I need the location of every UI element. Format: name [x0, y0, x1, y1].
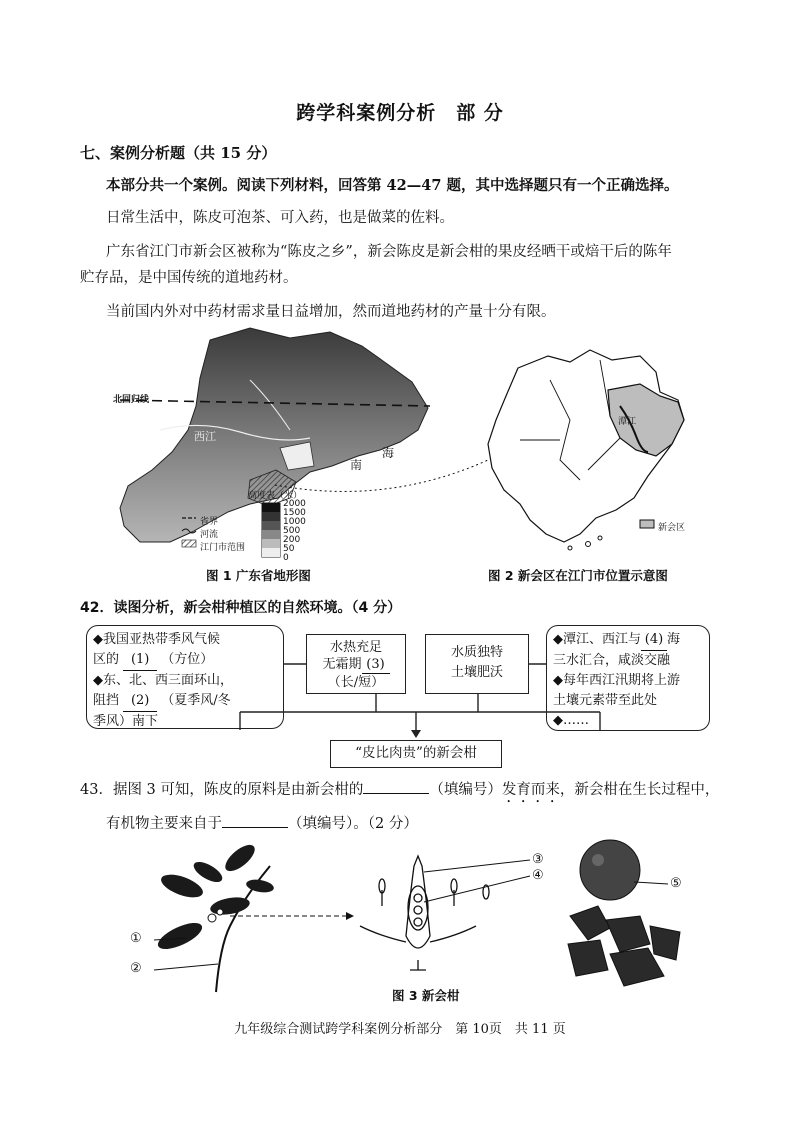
page-title: 跨学科案例分析 部 分	[296, 102, 504, 124]
q43-blank-2[interactable]	[222, 813, 288, 828]
dried-peels	[568, 906, 680, 986]
marker-2: ②	[130, 961, 142, 976]
legend-province-border: 省界	[200, 517, 219, 527]
flower-section	[360, 856, 489, 970]
q42-box-rivers: ◆潭江、西江与 (4) 海 三水汇合，咸淡交融 ◆每年西江汛期将上游 土壤元素带至此处 ◆……	[546, 625, 710, 731]
blank-3[interactable]: (3)	[362, 656, 390, 674]
marker-5: ⑤	[670, 876, 682, 891]
elevation-ticks: 2000 1500 1000 500 200 50 0	[283, 499, 306, 563]
blank-4[interactable]: (4)	[641, 630, 667, 651]
q42-connectors	[80, 660, 720, 740]
legend-jiangmen: 江门市范围	[200, 543, 246, 553]
q43-blank-1[interactable]	[363, 779, 429, 794]
paragraph-2-line-1: 广东省江门市新会区被称为“陈皮之乡”，新会陈皮是新会柑的果皮经晒干或焙干后的陈年	[106, 244, 672, 260]
tanjiang-label: 潭江	[618, 417, 637, 427]
elevation-legend-title: 高度表（米）	[248, 491, 303, 501]
q42-box-climate: ◆我国亚热带季风气候 区的 (1) （方位） ◆东、北、西三面环山， 阻挡 (2) （夏季风/冬 季风）南下	[86, 625, 284, 729]
q42-result-box: “皮比肉贵”的新会柑	[330, 740, 502, 768]
figure-3-illustration	[120, 836, 700, 996]
blank-2[interactable]: (2)	[123, 691, 157, 712]
marker-3: ③	[532, 852, 544, 867]
section-heading: 七、案例分析题（共 15 分）	[80, 144, 277, 162]
paragraph-1: 日常生活中，陈皮可泡茶、可入药，也是做菜的佐料。	[106, 210, 454, 226]
legend-river: 河流	[200, 530, 219, 540]
q42-box-water-soil: 水质独特 土壤肥沃	[425, 634, 529, 694]
sea-label-2: 海	[382, 446, 395, 460]
marker-4: ④	[532, 868, 544, 883]
orange-fruit	[580, 840, 640, 900]
instruction-text: 本部分共一个案例。阅读下列材料，回答第 42—47 题，其中选择题只有一个正确选择。	[106, 177, 679, 194]
xinhui-legend-label: 新会区	[658, 523, 686, 533]
xijiang-label: 西江	[194, 430, 216, 443]
paragraph-3: 当前国内外对中药材需求量日益增加，然而道地药材的产量十分有限。	[106, 304, 556, 320]
q43-line-2: 有机物主要来自于 （填编号）。（2 分）	[106, 812, 418, 836]
q42-stem: 42．读图分析，新会柑种植区的自然环境。（4 分）	[80, 600, 402, 616]
page-footer: 九年级综合测试跨学科案例分析部分 第 10页 共 11 页	[234, 1022, 566, 1037]
figure-2-caption: 图 2 新会区在江门市位置示意图	[488, 568, 668, 583]
q42-box-water-heat: 水热充足 无霜期 (3) （长/短）	[306, 634, 406, 694]
figure-3-caption: 图 3 新会柑	[392, 988, 460, 1003]
marker-1: ①	[130, 931, 142, 946]
map-figures	[100, 320, 700, 565]
sea-label-1: 南	[350, 458, 363, 472]
paragraph-2-line-2: 贮存品，是中国传统的道地药材。	[80, 270, 298, 286]
q43-line-1: 43．据图 3 可知，陈皮的原料是由新会柑的 （填编号）发育而来，新会柑在生长过程中，	[80, 778, 719, 806]
blank-1[interactable]: (1)	[123, 650, 157, 671]
figure-1-caption: 图 1 广东省地形图	[206, 568, 311, 583]
tropic-label: 北回归线	[113, 395, 150, 405]
